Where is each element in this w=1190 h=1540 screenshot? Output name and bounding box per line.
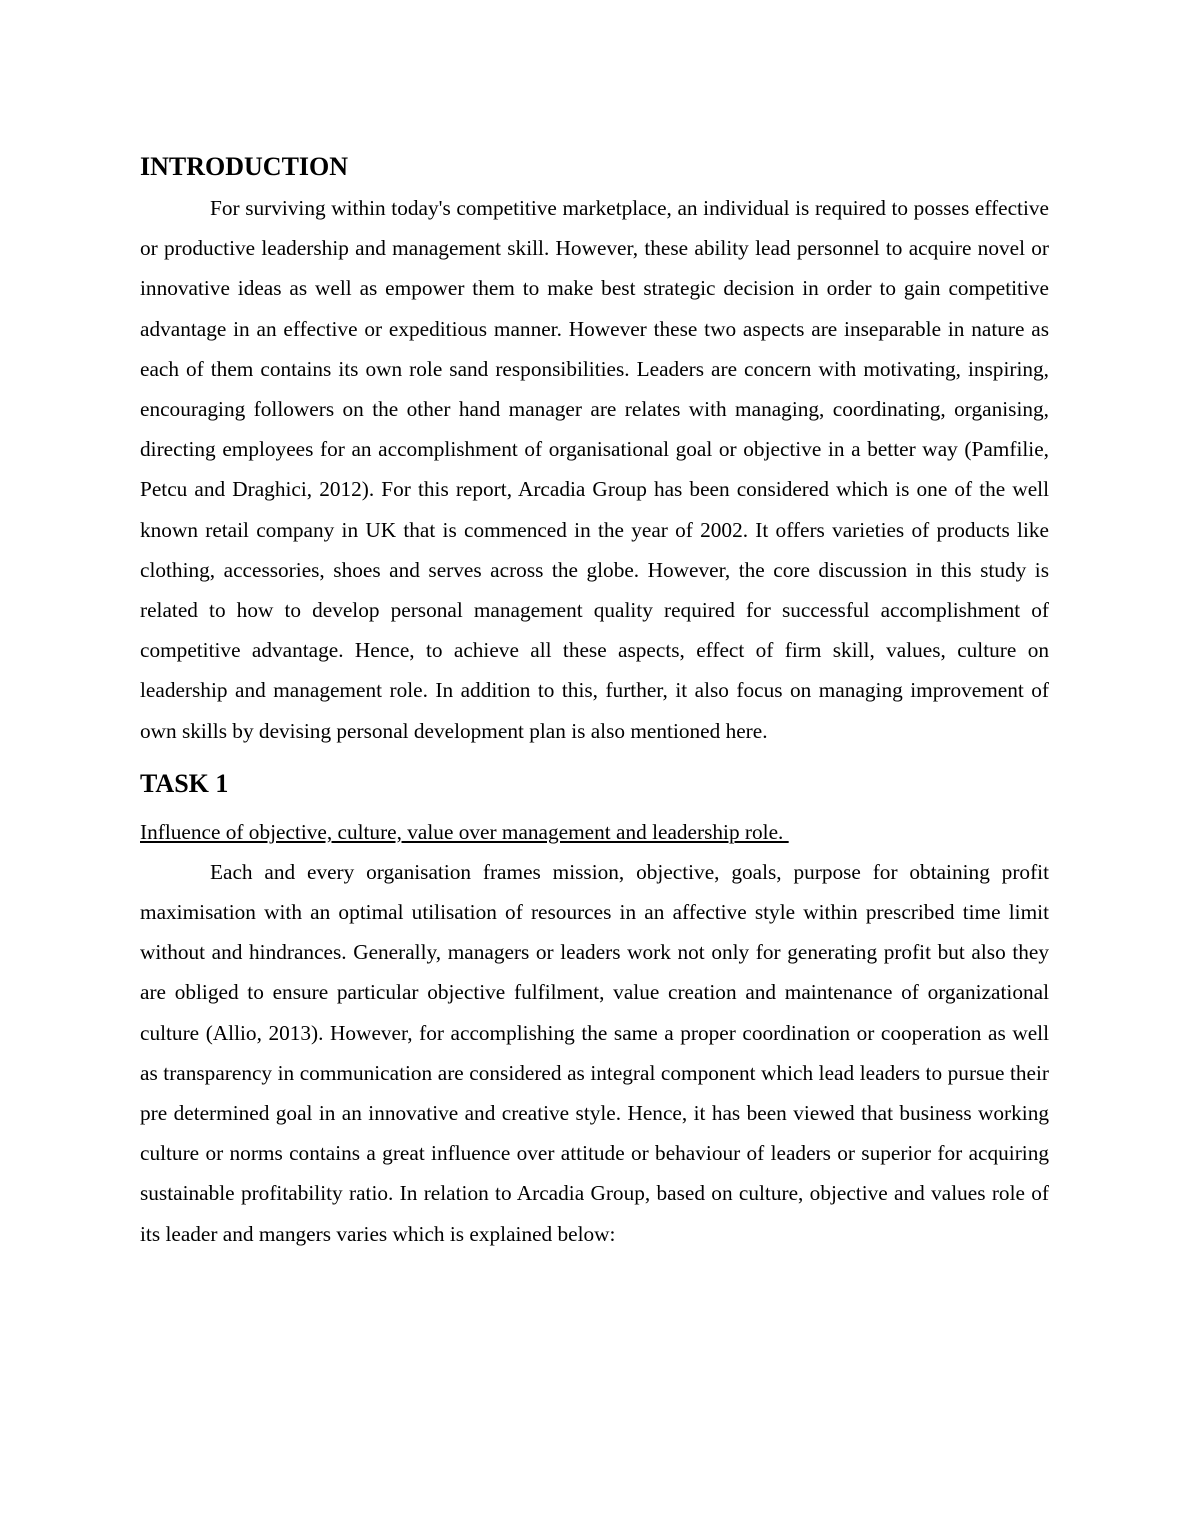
- task1-paragraph: Each and every organisation frames mission, objective, goals, purpose for obtaining profit maximisation with an optimal utilisation of resources in an affective style within prescribed time limit without and hindrances. Generally, managers or leaders work not only for generating profit but also they are obliged to ensure particular objective fulfilment, value creation and maintenance of organizational culture (Allio, 2013). However, for accomplishing the same a proper coordination or cooperation as well as transparency in communication are considered as integral component which lead leaders to pursue their pre determined goal in an innovative and creative style. Hence, it has been viewed that business working culture or norms contains a great influence over attitude or behaviour of leaders or superior for acquiring sustainable profitability ratio. In relation to Arcadia Group, based on culture, objective and values role of its leader and mangers varies which is explained below:: [140, 859, 1049, 1246]
- task1-subheading: Influence of objective, culture, value over management and leadership role.: [140, 819, 789, 844]
- introduction-paragraph: For surviving within today's competitive marketplace, an individual is required to posses effective or productive leadership and management skill. However, these ability lead personnel to acquire novel or innovative ideas as well as empower them to make best strategic decision in order to gain competitive advantage in an effective or expeditious manner. However these two aspects are inseparable in nature as each of them contains its own role sand responsibilities. Leaders are concern with motivating, inspiring, encouraging followers on the other hand manager are relates with managing, coordinating, organising, directing employees for an accomplishment of organisational goal or objective in a better way (Pamfilie, Petcu and Draghici, 2012). For this report, Arcadia Group has been considered which is one of the well known retail company in UK that is commenced in the year of 2002. It offers varieties of products like clothing, accessories, shoes and serves across the globe. However, the core discussion in this study is related to how to develop personal management quality required for successful accomplishment of competitive advantage. Hence, to achieve all these aspects, effect of firm skill, values, culture on leadership and management role. In addition to this, further, it also focus on managing improvement of own skills by devising personal development plan is also mentioned here.: [140, 196, 1049, 743]
- document-page: [140, 148, 1049, 1254]
- task1-heading: TASK 1: [140, 768, 229, 798]
- introduction-heading: INTRODUCTION: [140, 152, 349, 181]
